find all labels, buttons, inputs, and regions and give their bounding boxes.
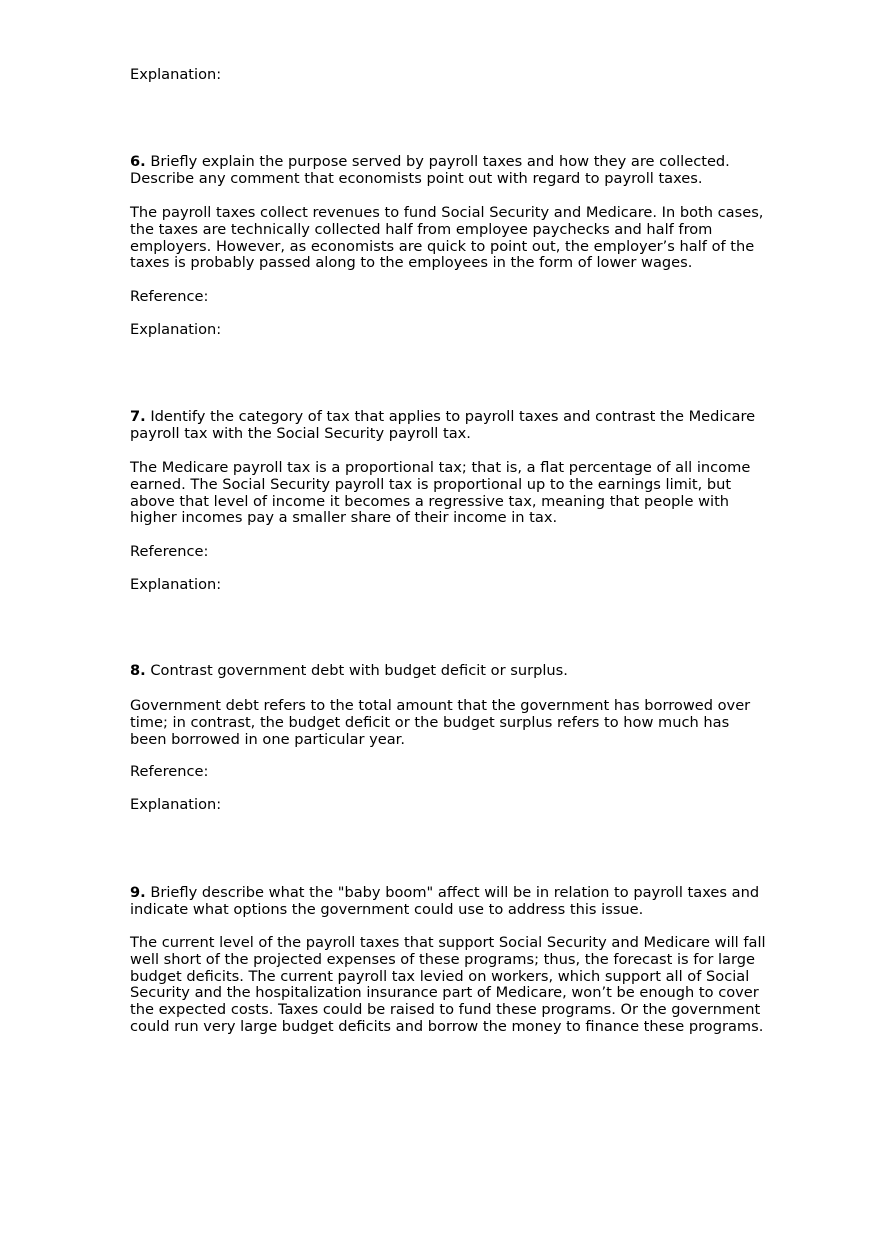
question-7-text: Identify the category of tax that applies to payroll taxes and contrast the Medicare payroll tax with the Social Security payroll tax. xyxy=(130,408,756,442)
question-7-reference: Reference: xyxy=(130,543,209,560)
question-7-number: 7. xyxy=(130,408,146,425)
question-8-prompt xyxy=(130,663,770,680)
question-6-answer: The payroll taxes collect revenues to fund Social Security and Medicare. In both cases, the taxes are technically collected half from employee paychecks and half from employers. However, as economists are quick to point out, the employer’s half of the taxes is probably passed along to the employees in the form of lower wages. xyxy=(130,204,764,272)
question-6-prompt xyxy=(130,154,770,188)
question-8-number: 8. xyxy=(130,662,146,679)
question-6-text: Briefly explain the purpose served by payroll taxes and how they are collected. Describe any comment that economists point out with regard to payroll taxes. xyxy=(130,153,730,187)
question-6-reference: Reference: xyxy=(130,288,209,305)
question-9-answer: The current level of the payroll taxes that support Social Security and Medicare will fall well short of the projected expenses of these programs; thus, the forecast is for large budget deficits. The current payroll tax levied on workers, which support all of Social Security and the hospitalization insurance part of Medicare, won’t be enough to cover the expected costs. Taxes could be raised to fund these programs. Or the government could run very large budget deficits and borrow the money to finance these programs. xyxy=(130,934,766,1035)
question-6-number: 6. xyxy=(130,153,146,170)
question-9-text: Briefly describe what the "baby boom" affect will be in relation to payroll taxes and indicate what options the government could use to address this issue. xyxy=(130,884,760,918)
question-8-reference: Reference: xyxy=(130,763,209,780)
question-9-number: 9. xyxy=(130,884,146,901)
question-8-text: Contrast government debt with budget deficit or surplus. xyxy=(150,662,568,679)
question-9-prompt xyxy=(130,885,770,919)
question-8-explanation: Explanation: xyxy=(130,796,222,813)
explanation-label-top: Explanation: xyxy=(130,66,222,83)
question-6-explanation: Explanation: xyxy=(130,321,222,338)
question-8-answer: Government debt refers to the total amount that the government has borrowed over time; in contrast, the budget deficit or the budget surplus refers to how much has been borrowed in one particular year. xyxy=(130,697,751,748)
question-7-explanation: Explanation: xyxy=(130,576,222,593)
question-7-prompt xyxy=(130,409,770,443)
question-7-answer: The Medicare payroll tax is a proportional tax; that is, a flat percentage of all income earned. The Social Security payroll tax is proportional up to the earnings limit, but above that level of income it becomes a regressive tax, meaning that people with higher incomes pay a smaller share of their income in tax. xyxy=(130,459,751,527)
